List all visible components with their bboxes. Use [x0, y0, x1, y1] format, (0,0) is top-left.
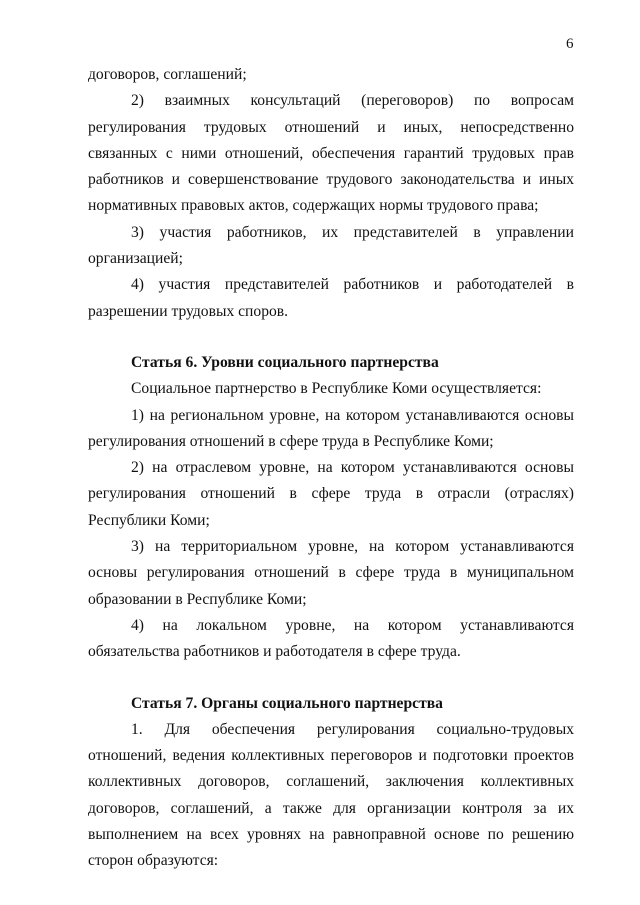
article-6-item-4: 4) на локальном уровне, на котором устанавливаются обязательства работников и работодателя в сфере труда.	[88, 616, 574, 661]
article-7-heading: Статья 7. Органы социального партнерства	[131, 694, 443, 712]
article-6-item-2: 2) на отраслевом уровне, на котором устанавливаются основы регулирования отношений в сфере труда в отрасли (отраслях) Республики Коми;	[88, 459, 574, 529]
document-body	[88, 62, 574, 875]
paragraph-item-3: 3) участия работников, их представителей в управлении организацией;	[88, 223, 574, 268]
article-6-item-3: 3) на территориальном уровне, на котором устанавливаются основы регулирования отношений в сфере труда в муниципальном образовании в Республике Коми;	[88, 538, 574, 608]
article-6-heading: Статья 6. Уровни социального партнерства	[131, 353, 439, 371]
article-7-paragraph-1: 1. Для обеспечения регулирования социально-трудовых отношений, ведения коллективных переговоров и подготовки проектов коллективных договоров, соглашений, заключения коллективных договоров, соглашений, а также для организации контроля за их выполнением на всех уровнях на равноправной основе по решению сторон образуются:	[88, 720, 574, 870]
paragraph-continuation: договоров, соглашений;	[88, 66, 247, 83]
page-number: 6	[566, 36, 574, 52]
article-6-item-1: 1) на региональном уровне, на котором устанавливаются основы регулирования отношений в сфере труда в Республике Коми;	[88, 406, 574, 450]
paragraph-item-4: 4) участия представителей работников и работодателей в разрешении трудовых споров.	[88, 276, 574, 320]
paragraph-item-2: 2) взаимных консультаций (переговоров) по вопросам регулирования трудовых отношений и иных, непосредственно связанных с ними отношений, обеспечения гарантий трудовых прав работников и совершенствование трудового законодательства и иных нормативных правовых актов, содержащих нормы трудового права;	[88, 92, 574, 215]
article-6-intro: Социальное партнерство в Республике Коми осуществляется:	[131, 380, 542, 398]
